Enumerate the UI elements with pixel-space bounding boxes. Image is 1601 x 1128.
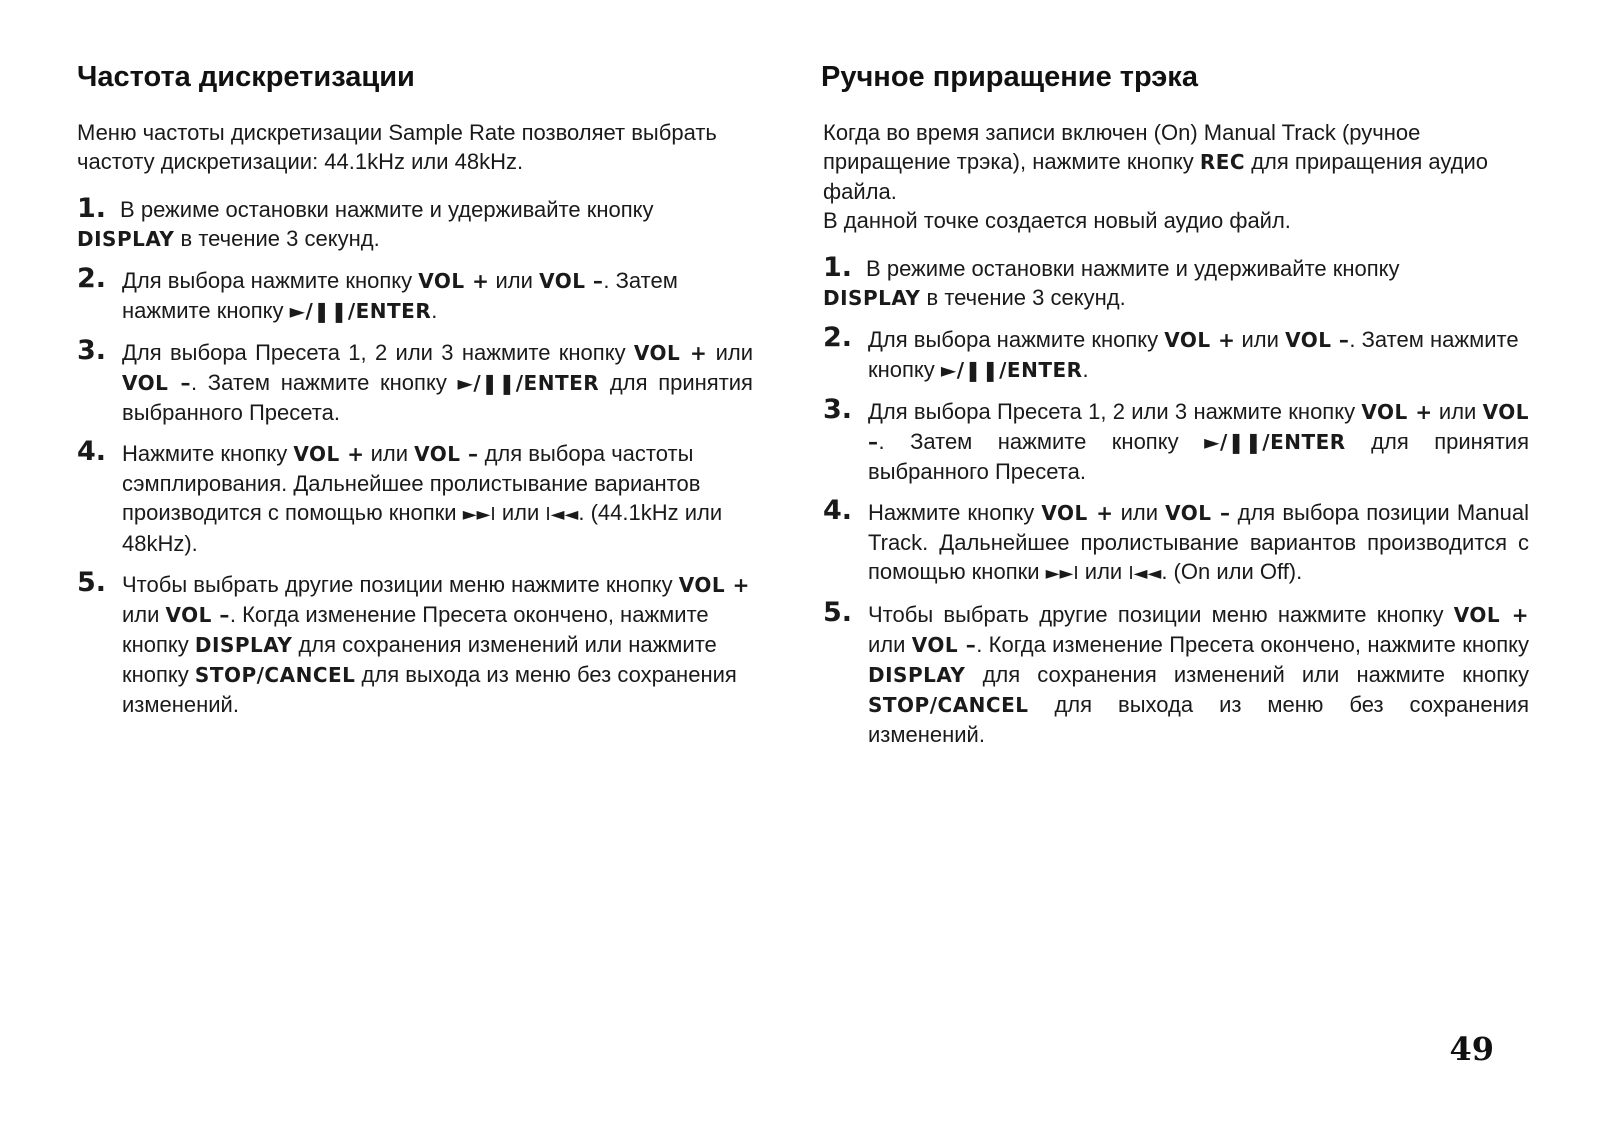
step-text: для выбора частоты сэмплирования. Дальнейшее пролистывание вариантов производится с помощью кнопки <box>122 441 701 525</box>
key-label: VOL + <box>1361 400 1433 424</box>
step-text: В режиме остановки нажмите и удерживайте кнопку <box>120 197 654 222</box>
step-text: или <box>1241 327 1279 352</box>
key-label: VOL – <box>414 442 479 466</box>
step-text: . Затем нажмите кнопку <box>122 268 678 323</box>
fast-forward-icon: ►►I <box>462 504 496 525</box>
key-label: DISPLAY <box>194 633 293 657</box>
step-text: или <box>1084 559 1123 584</box>
step-text: . (44.1kHz или 48kHz). <box>122 500 723 556</box>
rewind-icon: I◄◄ <box>545 504 579 525</box>
right-column <box>823 48 1529 761</box>
key-label: DISPLAY <box>868 663 966 687</box>
key-label: VOL + <box>418 269 490 293</box>
key-label: REC <box>1199 150 1246 174</box>
step-item <box>77 436 753 558</box>
fast-forward-icon: ►►I <box>1045 563 1079 584</box>
key-label: ►/❚❚/ENTER <box>457 371 600 395</box>
key-label: VOL + <box>633 341 708 365</box>
step-text: Для выбора нажмите кнопку <box>868 327 1159 352</box>
step-text: Для выбора нажмите кнопку <box>122 268 413 293</box>
step-text: или <box>495 268 533 293</box>
step-item <box>823 394 1529 486</box>
step-number: 3. <box>77 335 107 366</box>
step-text: для сохранения изменений или нажмите кнопку <box>982 662 1529 687</box>
rewind-icon: I◄◄ <box>1128 563 1162 584</box>
key-label: VOL – <box>122 371 191 395</box>
step-text: Для выбора Пресета 1, 2 или 3 нажмите кнопку <box>122 340 626 365</box>
intro-paragraph <box>823 118 1529 235</box>
steps-list <box>823 253 1529 749</box>
step-text: . Когда изменение Пресета окончено, нажмите кнопку <box>976 632 1529 657</box>
step-item <box>823 495 1529 588</box>
key-label: VOL + <box>1041 501 1114 525</box>
step-text: для сохранения изменений или нажмите кнопку <box>122 632 717 687</box>
key-label: DISPLAY <box>77 227 175 251</box>
step-text: в течение 3 секунд. <box>180 226 380 251</box>
step-text: Чтобы выбрать другие позиции меню нажмите кнопку <box>868 602 1444 627</box>
key-label: STOP/CANCEL <box>194 663 356 687</box>
step-item <box>823 253 1529 313</box>
section-heading: Ручное приращение трэка <box>821 61 1198 93</box>
intro-text: В данной точке создается новый аудио файл. <box>823 208 1291 233</box>
key-label: DISPLAY <box>823 286 921 310</box>
key-label: VOL – <box>911 633 977 657</box>
key-label: VOL – <box>868 400 1529 454</box>
step-text: для выбора позиции Manual Track. Дальнейшее пролистывание вариантов производится с помощью кнопки <box>868 500 1529 584</box>
step-text: Чтобы выбрать другие позиции меню нажмите кнопку <box>122 572 673 597</box>
section-heading: Частота дискретизации <box>77 61 415 93</box>
step-text: или <box>715 340 753 365</box>
step-text: или <box>501 500 540 525</box>
step-text: в течение 3 секунд. <box>926 285 1126 310</box>
step-text: для принятия выбранного Пресета. <box>122 370 753 425</box>
intro-paragraph: Меню частоты дискретизации Sample Rate позволяет выбрать частоту дискретизации: 44.1kHz или 48kHz. <box>77 120 717 174</box>
step-text: . Когда изменение Пресета окончено, нажмите кнопку <box>122 602 709 657</box>
key-label: VOL – <box>539 269 604 293</box>
step-number: 4. <box>823 495 853 526</box>
step-text: или <box>370 441 408 466</box>
key-label: VOL + <box>293 442 365 466</box>
key-label: VOL – <box>165 603 230 627</box>
step-text: для принятия выбранного Пресета. <box>868 429 1529 484</box>
step-text: или <box>122 602 160 627</box>
page-number: 49 <box>1449 1030 1494 1068</box>
step-item <box>77 263 753 326</box>
step-number: 4. <box>77 436 107 467</box>
step-text: В режиме остановки нажмите и удерживайте кнопку <box>866 256 1400 281</box>
step-text: . (On или Off). <box>1161 559 1303 584</box>
key-label: VOL – <box>1165 501 1231 525</box>
key-label: VOL – <box>1285 328 1350 352</box>
left-column <box>77 48 753 731</box>
step-text: Нажмите кнопку <box>868 500 1035 525</box>
step-number: 5. <box>823 597 853 628</box>
step-number: 5. <box>77 567 107 598</box>
step-item <box>77 335 753 427</box>
step-text: . Затем нажмите кнопку <box>868 327 1519 382</box>
step-text: для выхода из меню без сохранения изменений. <box>868 692 1529 747</box>
key-label: ►/❚❚/ENTER <box>289 299 432 323</box>
step-text: . <box>431 298 438 323</box>
step-number: 1. <box>77 193 107 224</box>
step-text: или <box>1120 500 1159 525</box>
step-item <box>77 567 753 719</box>
steps-list <box>77 194 753 719</box>
step-text: Нажмите кнопку <box>122 441 288 466</box>
key-label: STOP/CANCEL <box>868 693 1029 717</box>
step-number: 3. <box>823 394 853 425</box>
step-text: . Затем нажмите кнопку <box>878 429 1179 454</box>
step-text: . Затем нажмите кнопку <box>190 370 447 395</box>
step-text: или <box>1438 399 1477 424</box>
step-text: . <box>1082 357 1089 382</box>
step-number: 1. <box>823 252 853 283</box>
intro-text: для приращения аудио файла. <box>823 149 1488 204</box>
key-label: ►/❚❚/ENTER <box>1204 430 1346 454</box>
step-number: 2. <box>77 263 107 294</box>
step-number: 2. <box>823 322 853 353</box>
step-text: Для выбора Пресета 1, 2 или 3 нажмите кнопку <box>868 399 1356 424</box>
key-label: VOL + <box>1164 328 1236 352</box>
step-item <box>823 597 1529 749</box>
step-item <box>823 322 1529 385</box>
key-label: ►/❚❚/ENTER <box>940 358 1083 382</box>
step-text: для выхода из меню без сохранения изменений. <box>122 662 737 717</box>
step-item <box>77 194 753 254</box>
key-label: VOL + <box>1453 603 1529 627</box>
key-label: VOL + <box>678 573 750 597</box>
intro-text: Когда во время записи включен (On) Manual Track (ручное приращение трэка), нажмите кнопку <box>823 120 1421 174</box>
step-text: или <box>868 632 906 657</box>
